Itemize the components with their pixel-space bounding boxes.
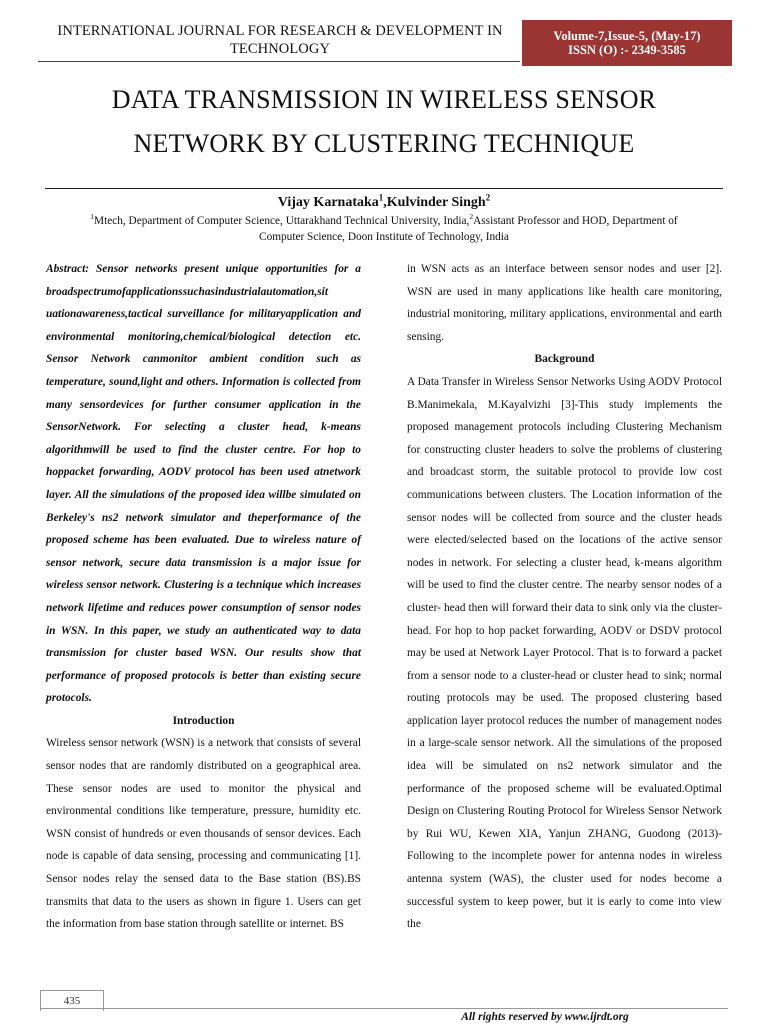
abstract-text: Abstract: Sensor networks present unique opportunities for a broadspectrumofapplicationssuchasindustrialautomation,sit uationawareness,tactical surveillance for militaryapplication and environmental monitoring,chemical/biological detection etc. Sensor Network canmonitor ambient condition such as temperature, sound,light and others. Information is collected from many sensordevices for further consumer application in the SensorNetwork. For selecting a cluster head, k-means algorithmwill be used to find the cluster centre. For hop to hoppacket forwarding, AODV protocol has been used atnetwork layer. All the simulations of the proposed idea willbe simulated on Berkeley's ns2 network simulator and theperformance of the proposed scheme has been evaluated. Due to wireless nature of sensor network, secure data transmission is a major issue for wireless sensor network. Clustering is a technique which increases network lifetime and reduces power consumption of sensor nodes in WSN. In this paper, we study an authenticated way to data transmission for cluster based WSN. Our results show that performance of proposed protocols is better than existing secure protocols. — [46, 263, 361, 705]
author-name-2: ,Kulvinder Singh — [383, 195, 486, 210]
introduction-heading: Introduction — [172, 714, 235, 727]
background-heading: Background — [534, 353, 595, 366]
affiliation-line2: Computer Science, Doon Institute of Technology, India — [259, 231, 509, 243]
header-divider — [38, 61, 520, 62]
author-1-affiliation-mark: 1 — [378, 192, 384, 203]
journal-name-line1: INTERNATIONAL JOURNAL FOR RESEARCH & DEVELOPMENT IN — [57, 23, 503, 39]
background-text: A Data Transfer in Wireless Sensor Networks Using AODV Protocol B.Manimekala, M.Kayalvizhi [3]-This study implements the proposed management protocols including Clustering Mechanism for constructing cluster headers to solve the problems of clustering and broadcast storm, the suitable protocol to provide low cost communications between clusters. The Location information of the sensor nodes will be collected from source and the cluster heads were elected/selected based on the locations of the active sensor nodes in network. For selecting a cluster head, k-means algorithm will be used to find the cluster centre. The nearby sensor nodes of a cluster- head then will forward their data to sink only via the cluster-head. For hop to hop packet forwarding, AODV or DSDV protocol may be used at Network Layer Protocol. That is to forward a packet from a sensor node to a cluster-head or cluster head to sink; normal routing protocols may be used. The proposed clustering based application layer protocol reduces the number of management nodes in a large-scale sensor network. All the simulations of the proposed idea will be simulated on ns2 network simulator and the performance of the proposed scheme will be evaluated.Optimal Design on Clustering Routing Protocol for Wireless Sensor Network by Rui WU, Kewen XIA, Yanjun ZHANG, Guodong (2013)-Following to the incomplete power for antenna nodes in wireless antenna system (WAS), the cluster used for nodes become a successful system to keep power, but it is early to come into view the — [407, 375, 722, 931]
paper-title — [40, 78, 728, 166]
affiliation-line1 — [40, 213, 728, 229]
page-number: 435 — [40, 990, 104, 1011]
volume-issue: Volume-7,Issue-5, (May-17) — [553, 29, 701, 43]
author-name-1: Vijay Karnataka — [277, 195, 379, 210]
paper-title-line1: DATA TRANSMISSION IN WIRELESS SENSOR — [111, 85, 657, 114]
title-divider — [45, 188, 723, 189]
affiliations — [40, 213, 728, 245]
rights-notice: All rights reserved by www.ijrdt.org — [461, 1011, 629, 1023]
issn-number: ISSN (O) :- 2349-3585 — [568, 43, 686, 57]
volume-issue-badge — [522, 20, 732, 66]
left-column — [46, 258, 361, 936]
journal-name-line2: TECHNOLOGY — [229, 41, 331, 57]
journal-name — [40, 22, 520, 58]
right-column — [407, 258, 722, 936]
author-2-affiliation-mark: 2 — [485, 192, 491, 203]
introduction-text-continued: in WSN acts as an interface between sensor nodes and user [2]. WSN are used in many applications like health care monitoring, industrial monitoring, military applications, environmental and earth sensing. — [407, 263, 722, 343]
paper-title-line2: NETWORK BY CLUSTERING TECHNIQUE — [133, 129, 635, 158]
author-list — [40, 194, 728, 212]
introduction-text: Wireless sensor network (WSN) is a network that consists of several sensor nodes that are randomly distributed on a geographical area. These sensor nodes are used to monitor the physical and environmental conditions like temperature, pressure, humidity etc. WSN consist of hundreds or even thousands of sensor devices. Each node is capable of data sensing, processing and communicating [1]. Sensor nodes relay the sensed data to the Base station (BS).BS transmits that data to the users as shown in figure 1. Users can get the information from base station through satellite or internet. BS — [46, 737, 361, 931]
affiliation-2-text: Assistant Professor and HOD, Department of — [473, 215, 678, 227]
affiliation-mark-1: 1 — [90, 212, 95, 222]
affiliation-1-text: Mtech, Department of Computer Science, Uttarakhand Technical University, India, — [94, 215, 470, 227]
affiliation-mark-2: 2 — [469, 212, 474, 222]
